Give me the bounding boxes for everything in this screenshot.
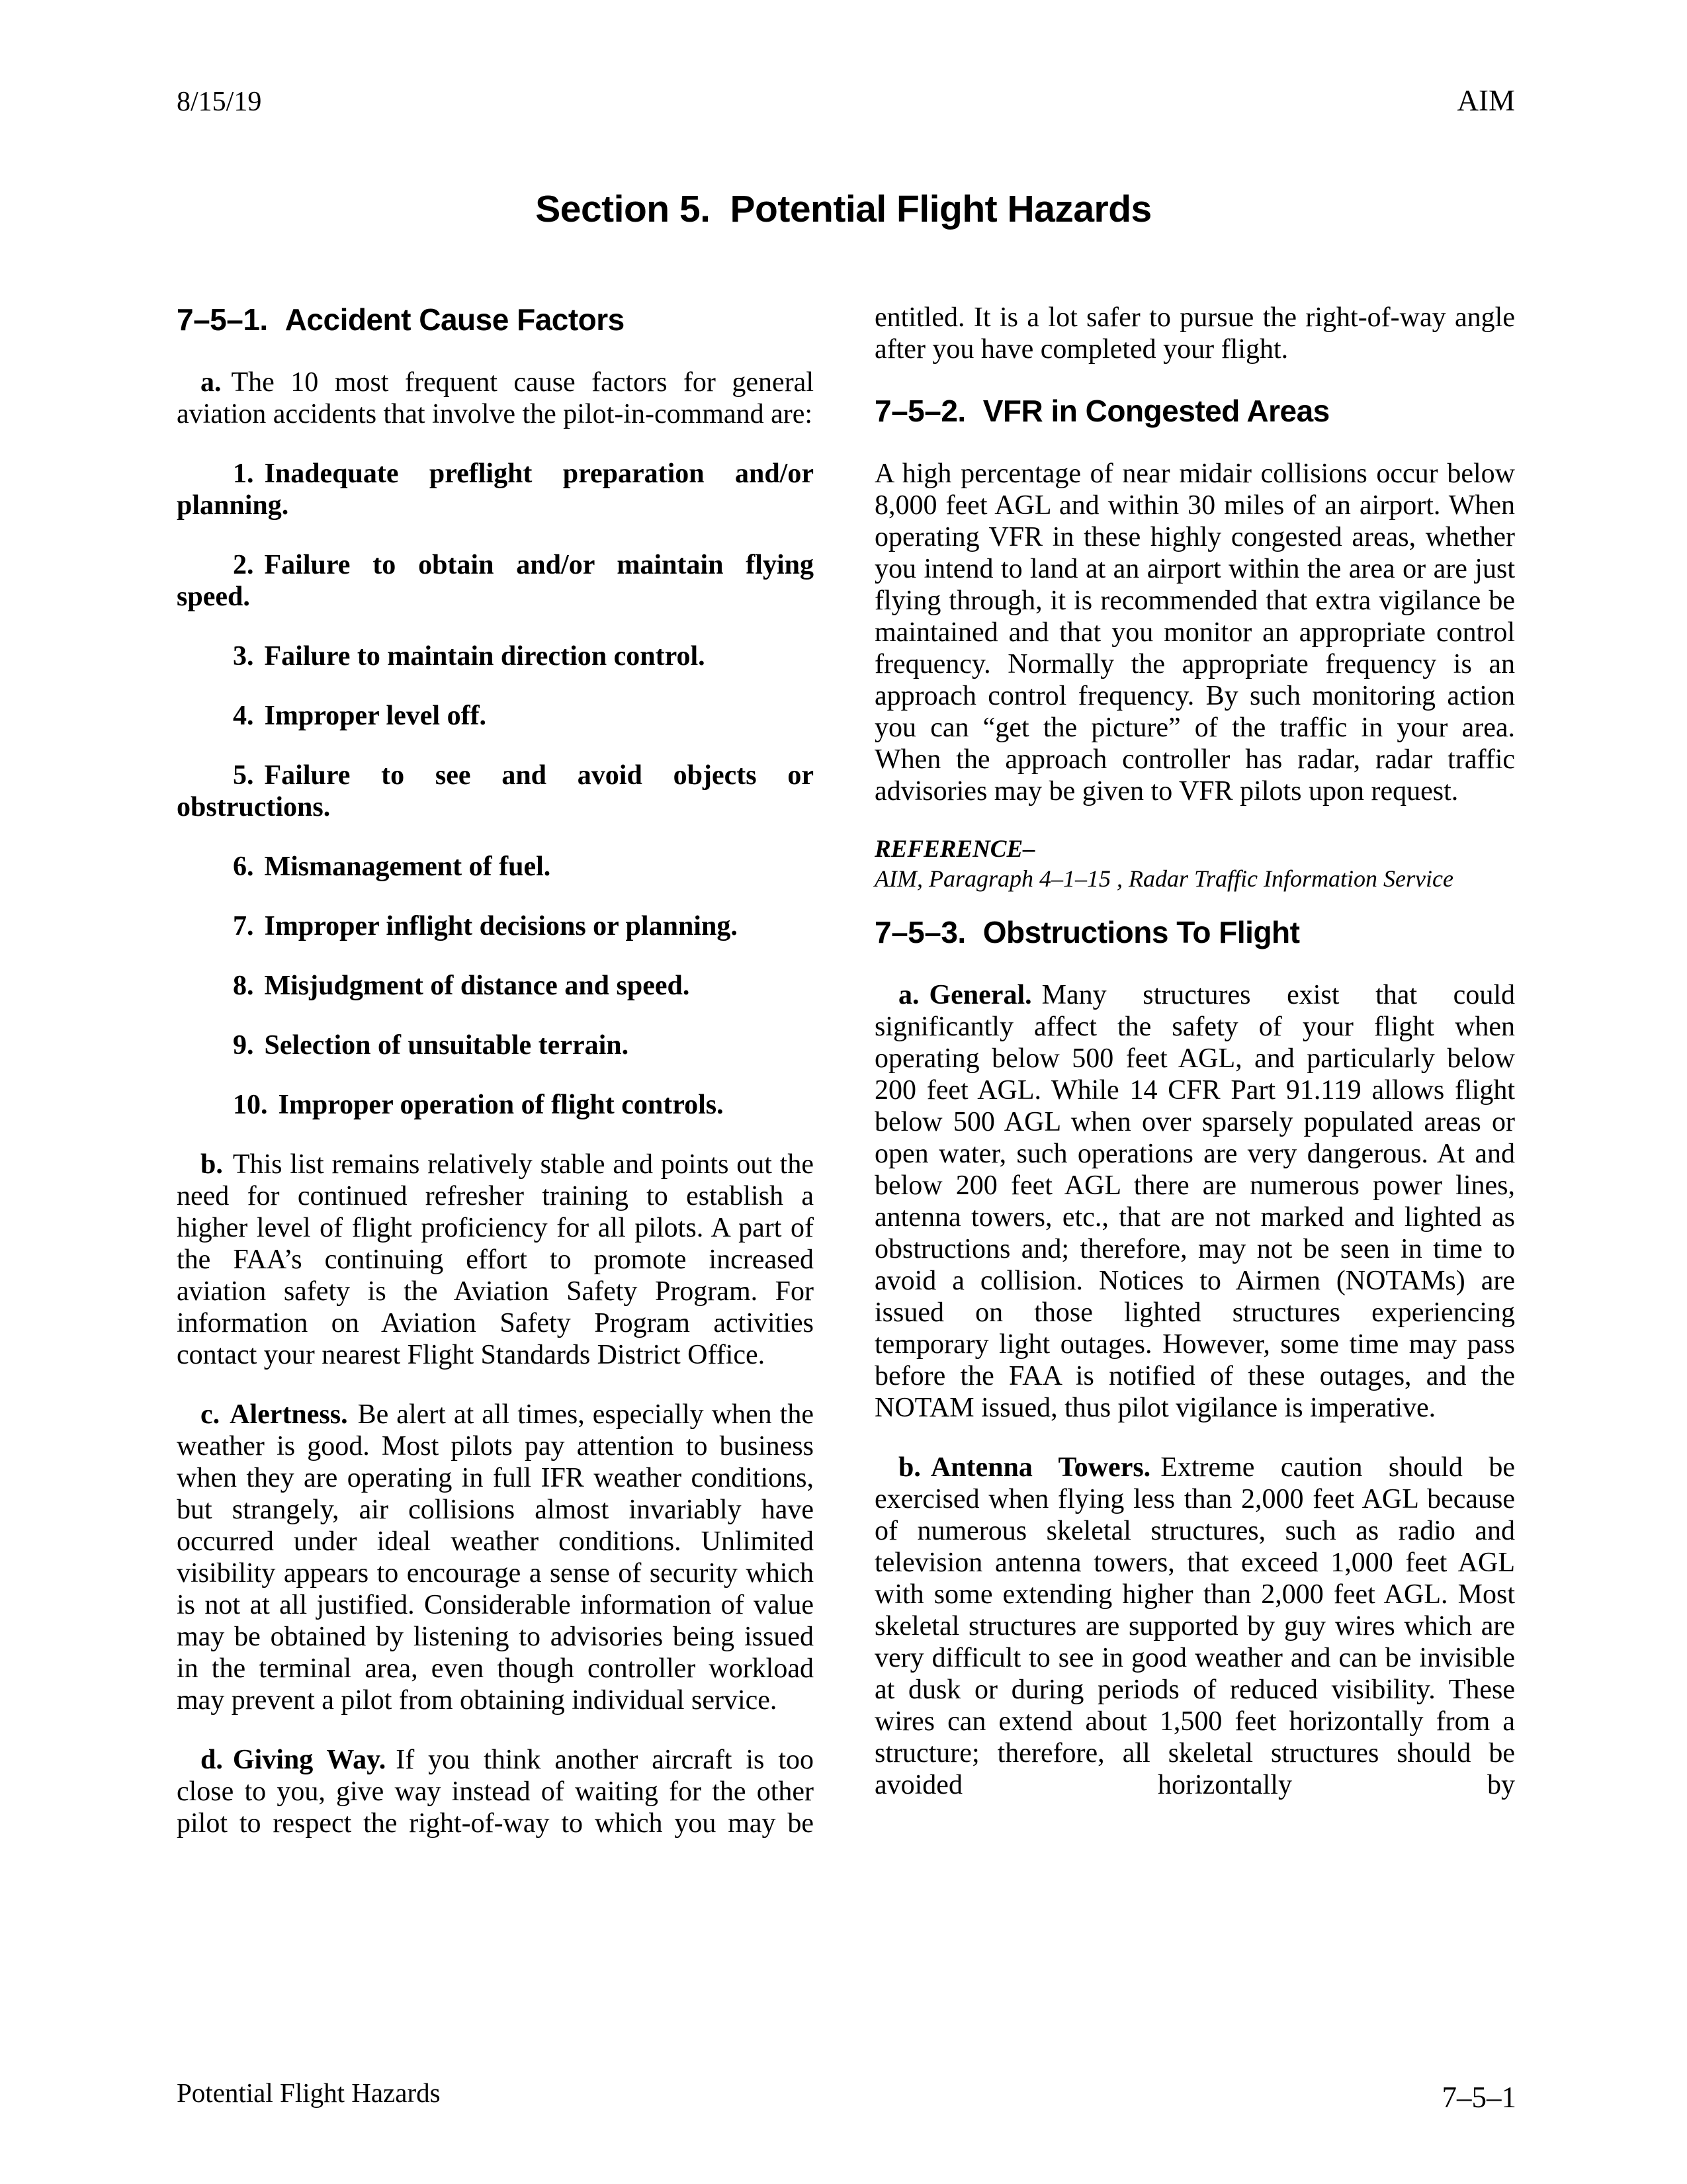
- list-item-number: 2.: [233, 550, 254, 580]
- reference-block: [875, 835, 1515, 893]
- list-item-text: Failure to see and avoid objects or obstructions.: [177, 760, 814, 822]
- paragraph-text: If you think another aircraft is too close to you, give way instead of waiting for the other pilot to respect the right-of-way to which you may be: [177, 1745, 814, 1839]
- reference-label: REFERENCE–: [875, 836, 1035, 863]
- paragraph-label: b.: [898, 1452, 921, 1483]
- list-item-text: Mismanagement of fuel.: [264, 852, 551, 882]
- list-item-text: Selection of unsuitable terrain.: [264, 1030, 629, 1061]
- list-item-number: 5.: [233, 760, 254, 791]
- lettered-paragraph: [875, 1452, 1515, 1801]
- paragraph-lead: Giving Way.: [232, 1745, 386, 1775]
- list-item-text: Misjudgment of distance and speed.: [264, 971, 690, 1001]
- list-item: [177, 760, 814, 823]
- list-item: [177, 1029, 814, 1061]
- lettered-paragraph: [177, 1744, 814, 1839]
- left-column: [177, 302, 814, 1839]
- lettered-paragraph: [875, 979, 1515, 1424]
- paragraph-text: entitled. It is a lot safer to pursue the right-of-way angle after you have completed your flight.: [875, 302, 1515, 365]
- lettered-paragraph: [177, 1399, 814, 1716]
- list-item-text: Improper inflight decisions or planning.: [264, 911, 738, 941]
- list-item-number: 8.: [233, 971, 254, 1001]
- paragraph: [875, 302, 1515, 365]
- list-item: [177, 1089, 814, 1121]
- right-column: [875, 302, 1515, 1801]
- list-item-text: Failure to obtain and/or maintain flying speed.: [177, 550, 814, 612]
- paragraph: [875, 458, 1515, 807]
- paragraph-label: c.: [200, 1399, 220, 1430]
- section-title-text: Potential Flight Hazards: [730, 188, 1152, 230]
- section-heading: [875, 393, 1515, 429]
- paragraph-text: A high percentage of near midair collisions occur below 8,000 feet AGL and within 30 miles of an airport. When operating VFR in these highly congested areas, whether you intend to land at an airport within the area or are just flying through, it is recommended that extra vigilance be maintained and that you monitor an appropriate control frequency. Normally the appropriate frequency is an approach control frequency. By such monitoring action you can “get the picture” of the traffic in your area. When the approach controller has radar, radar traffic advisories may be given to VFR pilots upon request.: [875, 459, 1515, 807]
- heading-text: Obstructions To Flight: [982, 915, 1300, 949]
- list-item-number: 10.: [233, 1090, 268, 1120]
- paragraph-label: b.: [200, 1149, 223, 1180]
- heading-number: 7–5–3.: [875, 915, 966, 949]
- list-item-text: Improper level off.: [264, 701, 487, 731]
- paragraph-text: Be alert at all times, especially when the weather is good. Most pilots pay attention to business when they are operating in full IFR weather conditions, but strangely, air collisions almost invariably have occurred under ideal weather conditions. Unlimited visibility appears to encourage a sense of security which is not at all justified. Considerable information of value may be obtained by listening to advisories being issued in the terminal area, even though controller workload may prevent a pilot from obtaining individual service.: [177, 1399, 814, 1716]
- list-item-number: 3.: [233, 641, 254, 672]
- heading-number: 7–5–1.: [177, 302, 268, 337]
- paragraph-text: The 10 most frequent cause factors for general aviation accidents that involve the pilot-in-command are:: [177, 367, 814, 429]
- paragraph-label: a.: [200, 367, 222, 398]
- list-item: [177, 970, 814, 1002]
- list-item: [177, 700, 814, 732]
- list-item-number: 7.: [233, 911, 254, 941]
- lettered-paragraph: [177, 1149, 814, 1371]
- list-item-text: Inadequate preflight preparation and/or planning.: [177, 459, 814, 521]
- list-item-number: 9.: [233, 1030, 254, 1061]
- paragraph-text: Extreme caution should be exercised when flying less than 2,000 feet AGL because of numerous skeletal structures, such as radio and television antenna towers, that exceed 1,000 feet AGL with some extending higher than 2,000 feet AGL. Most skeletal structures are supported by guy wires which are very difficult to see in good weather and can be invisible at dusk or during periods of reduced visibility. These wires can extend about 1,500 feet horizontally from a structure; therefore, all skeletal structures should be avoided horizontally by: [875, 1452, 1515, 1800]
- list-item-number: 4.: [233, 701, 254, 731]
- paragraph-lead: General.: [929, 980, 1032, 1010]
- paragraph-lead: Alertness.: [230, 1399, 348, 1430]
- list-item-number: 1.: [233, 459, 254, 489]
- heading-number: 7–5–2.: [875, 394, 966, 428]
- footer-page-number: 7–5–1: [1442, 2081, 1516, 2114]
- paragraph-text: This list remains relatively stable and points out the need for continued refresher training to establish a higher level of flight proficiency for all pilots. A part of the FAA’s continuing effort to promote increased aviation safety is the Aviation Safety Program. For information on Aviation Safety Program activities contact your nearest Flight Standards District Office.: [177, 1149, 814, 1370]
- paragraph-text: Many structures exist that could significantly affect the safety of your flight when operating below 500 feet AGL, and particularly below 200 feet AGL. While 14 CFR Part 91.119 allows flight below 500 AGL when over sparsely populated areas or open water, such operations are very dangerous. At and below 200 feet AGL there are numerous power lines, antenna towers, etc., that are not marked and lighted as obstructions and; therefore, may not be seen in time to avoid a collision. Notices to Airmen (NOTAMs) are issued on those lighted structures experiencing temporary light outages. However, some time may pass before the FAA is notified of these outages, and the NOTAM issued, thus pilot vigilance is imperative.: [875, 980, 1515, 1423]
- two-column-body: [177, 302, 1515, 1839]
- list-item: [177, 910, 814, 942]
- section-heading: [177, 302, 814, 337]
- paragraph-label: a.: [898, 980, 920, 1010]
- list-item: [177, 851, 814, 883]
- list-item-number: 6.: [233, 852, 254, 882]
- header-date: 8/15/19: [177, 87, 262, 117]
- list-item: [177, 458, 814, 521]
- header-manual-label: AIM: [1457, 84, 1515, 117]
- page-footer: [177, 2075, 1516, 2114]
- list-item-text: Improper operation of flight controls.: [278, 1090, 724, 1120]
- section-title-number: Section 5.: [535, 188, 711, 230]
- list-item: [177, 549, 814, 613]
- section-heading: [875, 914, 1515, 950]
- list-item: [177, 640, 814, 672]
- heading-text: Accident Cause Factors: [284, 302, 625, 337]
- page-header: [177, 83, 1515, 118]
- section-title: [0, 187, 1687, 231]
- heading-text: VFR in Congested Areas: [982, 394, 1330, 428]
- footer-section-title: Potential Flight Hazards: [177, 2077, 441, 2108]
- lettered-paragraph: [177, 367, 814, 430]
- reference-citation: AIM, Paragraph 4–1–15 , Radar Traffic Information Service: [875, 865, 1453, 892]
- paragraph-label: d.: [200, 1745, 223, 1775]
- list-item-text: Failure to maintain direction control.: [264, 641, 705, 672]
- paragraph-lead: Antenna Towers.: [930, 1452, 1151, 1483]
